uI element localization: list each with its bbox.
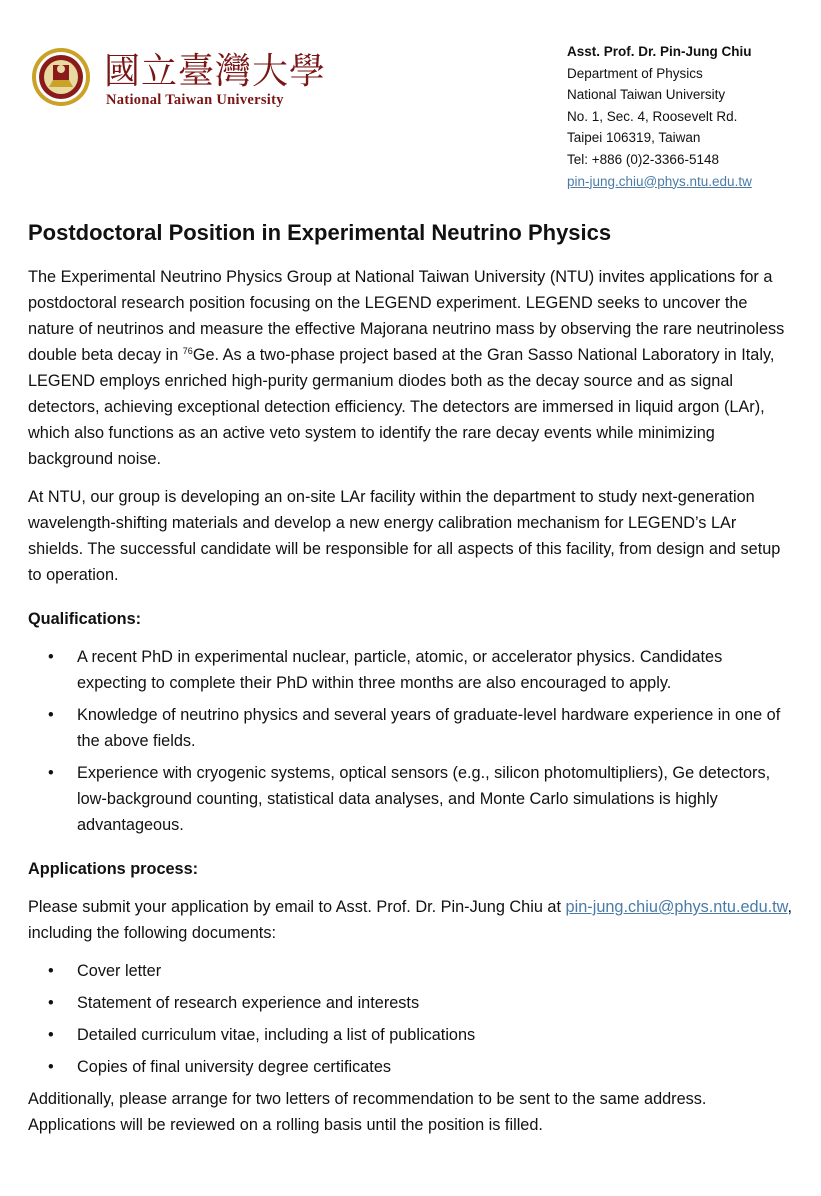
- bullet-icon: •: [48, 994, 54, 1012]
- bullet-icon: •: [48, 764, 54, 782]
- closing-paragraph: Additionally, please arrange for two letters of recommendation to be sent to the same address. Applications will be reviewed on a rolling basis until the position is filled.: [28, 1090, 707, 1134]
- list-item: • Copies of final university degree certificates: [28, 1054, 793, 1080]
- applications-heading: Applications process:: [28, 860, 199, 878]
- list-item: • Knowledge of neutrino physics and several years of graduate-level hardware experience in one of the above fields.: [28, 702, 793, 754]
- list-item: • Statement of research experience and interests: [28, 990, 793, 1016]
- university-english-name: National Taiwan University: [106, 92, 284, 108]
- isotope-superscript: 76: [182, 346, 193, 356]
- contact-tel: Tel: +886 (0)2-3366-5148: [567, 151, 719, 167]
- bullet-icon: •: [48, 962, 54, 980]
- contact-address: No. 1, Sec. 4, Roosevelt Rd.: [567, 108, 738, 124]
- bullet-icon: •: [48, 706, 54, 724]
- submit-paragraph: Please submit your application by email to Asst. Prof. Dr. Pin-Jung Chiu at pin-jung.chiu@phys.ntu.edu.tw, including the following documents:: [28, 898, 793, 942]
- contact-city: Taipei 106319, Taiwan: [567, 130, 701, 146]
- contact-department: Department of Physics: [567, 65, 703, 81]
- documents-list: [28, 958, 793, 1080]
- contact-email-link[interactable]: pin-jung.chiu@phys.ntu.edu.tw: [567, 173, 752, 189]
- contact-name: Asst. Prof. Dr. Pin-Jung Chiu: [567, 44, 752, 59]
- contact-university: National Taiwan University: [567, 87, 726, 103]
- list-item: • Cover letter: [28, 958, 793, 984]
- bullet-icon: •: [48, 1058, 54, 1076]
- application-email-link[interactable]: pin-jung.chiu@phys.ntu.edu.tw: [565, 898, 788, 916]
- main-content: [28, 218, 793, 1150]
- university-chinese-name: 國立臺灣大學: [104, 51, 327, 92]
- bullet-icon: •: [48, 648, 54, 666]
- qualifications-list: [28, 644, 793, 838]
- list-item: • Experience with cryogenic systems, optical sensors (e.g., silicon photomultipliers), Ge detectors, low-background counting, statistical data analyses, and Monte Carlo simulations is highly advantageous.: [28, 760, 793, 838]
- intro-paragraph: The Experimental Neutrino Physics Group at National Taiwan University (NTU) invites applications for a postdoctoral research position focusing on the LEGEND experiment. LEGEND seeks to uncover the nature of neutrinos and measure the effective Majorana neutrino mass by observing the rare neutrinoless double beta decay in $^{76}$Ge. As a two-phase project based at the Gran Sasso National Laboratory in Italy, LEGEND employs enriched high-purity germanium diodes both as the decay source and as signal detectors, achieving exceptional detection efficiency. The detectors are immersed in liquid argon (LAr), which also functions as an active veto system to identify the rare decay events while minimizing background noise.: [28, 268, 785, 468]
- contact-block: [567, 41, 752, 192]
- qualifications-heading: Qualifications:: [28, 610, 142, 628]
- page-title: Postdoctoral Position in Experimental Neutrino Physics: [28, 220, 612, 245]
- bullet-icon: •: [48, 1026, 54, 1044]
- list-item: • A recent PhD in experimental nuclear, particle, atomic, or accelerator physics. Candidates expecting to complete their PhD within three months are also encouraged to apply.: [28, 644, 793, 696]
- list-item: • Detailed curriculum vitae, including a list of publications: [28, 1022, 793, 1048]
- facility-paragraph: At NTU, our group is developing an on-site LAr facility within the department to study next-generation wavelength-shifting materials and develop a new energy calibration mechanism for LEGEND’s LAr shields. The successful candidate will be responsible for all aspects of this facility, from design and setup to operation.: [28, 488, 781, 584]
- ntu-seal-logo: [31, 47, 91, 107]
